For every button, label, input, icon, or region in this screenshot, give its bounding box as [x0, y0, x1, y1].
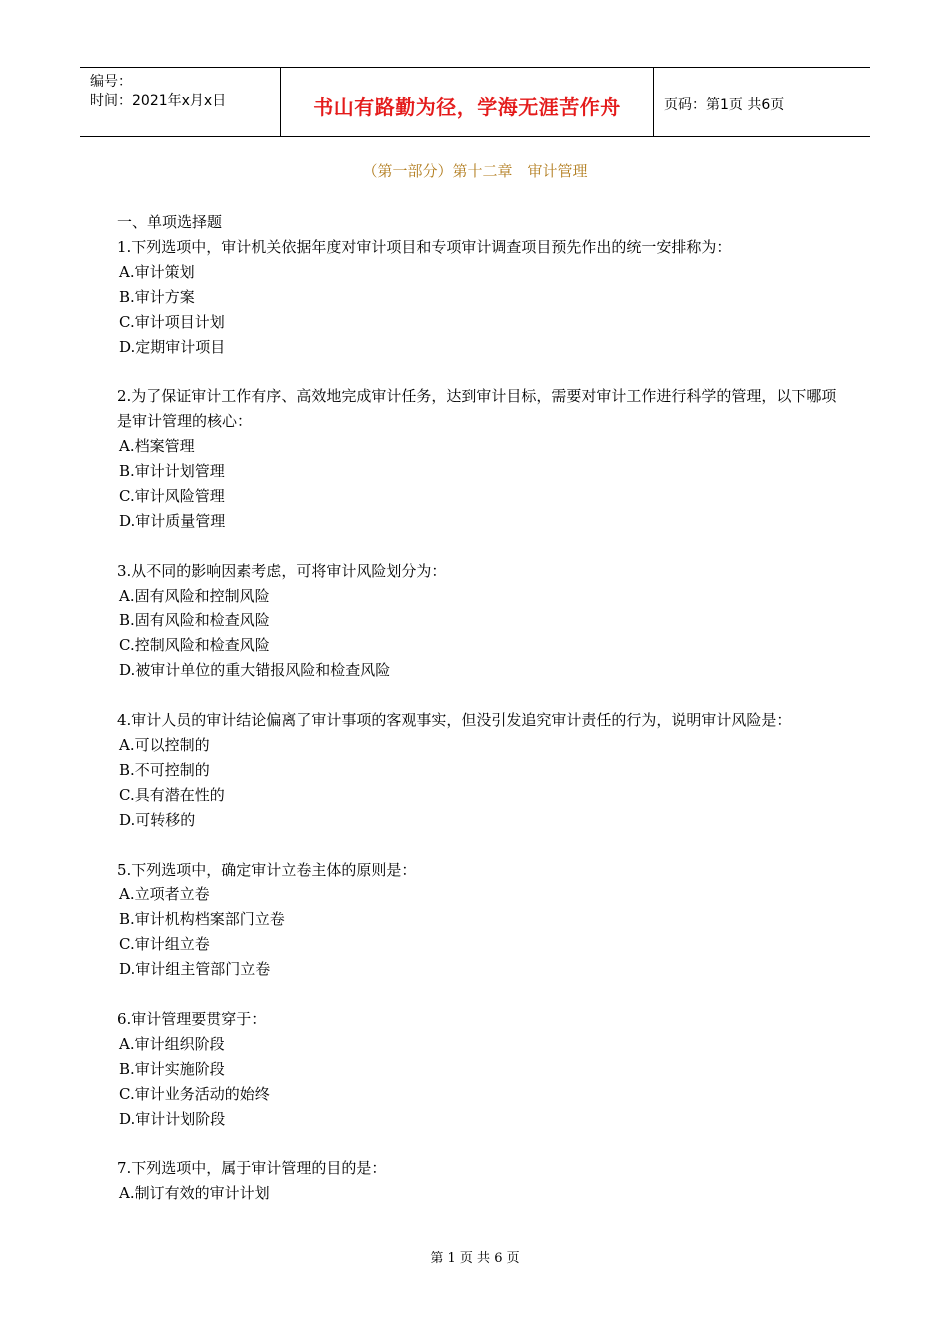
answer-option: B.审计机构档案部门立卷: [119, 910, 285, 929]
answer-option: B.不可控制的: [119, 760, 210, 779]
question-text: 2.为了保证审计工作有序、高效地完成审计任务，达到审计目标，需要对审计工作进行科学的管理，以下哪项是审计管理的核心：: [117, 387, 837, 431]
header-middle-cell: [281, 68, 654, 136]
header-page-info: 页码：第1页 共6页: [664, 97, 785, 113]
answer-option: D.定期审计项目: [119, 337, 226, 356]
page-footer: 第 1 页 共 6 页: [430, 1251, 520, 1266]
answer-option: C.控制风险和检查风险: [119, 636, 270, 655]
question-text: 3.从不同的影响因素考虑，可将审计风险划分为：: [117, 561, 447, 580]
chapter-title: （第一部分）第十二章 审计管理: [362, 162, 588, 180]
answer-option: B.固有风险和检查风险: [119, 611, 270, 630]
answer-option: C.审计项目计划: [119, 312, 225, 331]
question-block: [117, 559, 847, 684]
date-label: 时间：2021年x月x日: [90, 93, 227, 109]
question-list: [117, 235, 847, 1206]
question-block: [117, 858, 847, 983]
answer-option: A.档案管理: [119, 437, 195, 456]
serial-number-label: 编号：: [90, 74, 132, 90]
question-block: [117, 384, 847, 533]
answer-option: A.制订有效的审计计划: [119, 1184, 270, 1203]
answer-option: D.审计组主管部门立卷: [119, 960, 271, 979]
question-block: [117, 235, 847, 360]
answer-option: A.审计组织阶段: [119, 1034, 225, 1053]
answer-option: C.审计风险管理: [119, 486, 225, 505]
document-header: [80, 67, 870, 137]
answer-option: A.审计策划: [119, 262, 195, 281]
header-left-cell: [80, 68, 281, 136]
answer-option: D.被审计单位的重大错报风险和检查风险: [119, 661, 391, 680]
header-motto: 书山有路勤为径，学海无涯苦作舟: [313, 95, 621, 119]
answer-option: C.审计组立卷: [119, 935, 210, 954]
question-text: 1.下列选项中，审计机关依据年度对审计项目和专项审计调查项目预先作出的统一安排称为：: [117, 237, 732, 256]
answer-option: C.具有潜在性的: [119, 785, 225, 804]
question-text: 7.下列选项中，属于审计管理的目的是：: [117, 1159, 387, 1178]
question-text: 6.审计管理要贯穿于：: [117, 1009, 267, 1028]
question-text: 5.下列选项中，确定审计立卷主体的原则是：: [117, 860, 417, 879]
section-heading: 一、单项选择题: [117, 213, 223, 231]
answer-option: A.可以控制的: [119, 735, 210, 754]
question-content: [117, 210, 847, 1206]
answer-option: B.审计方案: [119, 287, 195, 306]
answer-option: D.审计质量管理: [119, 511, 226, 530]
answer-option: B.审计计划管理: [119, 462, 225, 481]
answer-option: A.立项者立卷: [119, 885, 210, 904]
question-block: [117, 1156, 847, 1206]
question-block: [117, 1007, 847, 1132]
answer-option: D.可转移的: [119, 810, 196, 829]
answer-option: A.固有风险和控制风险: [119, 586, 270, 605]
question-block: [117, 708, 847, 833]
question-text: 4.审计人员的审计结论偏离了审计事项的客观事实，但没引发追究审计责任的行为，说明审计风险是：: [117, 711, 792, 730]
answer-option: C.审计业务活动的始终: [119, 1084, 270, 1103]
answer-option: B.审计实施阶段: [119, 1059, 225, 1078]
header-right-cell: [654, 68, 870, 136]
answer-option: D.审计计划阶段: [119, 1109, 226, 1128]
